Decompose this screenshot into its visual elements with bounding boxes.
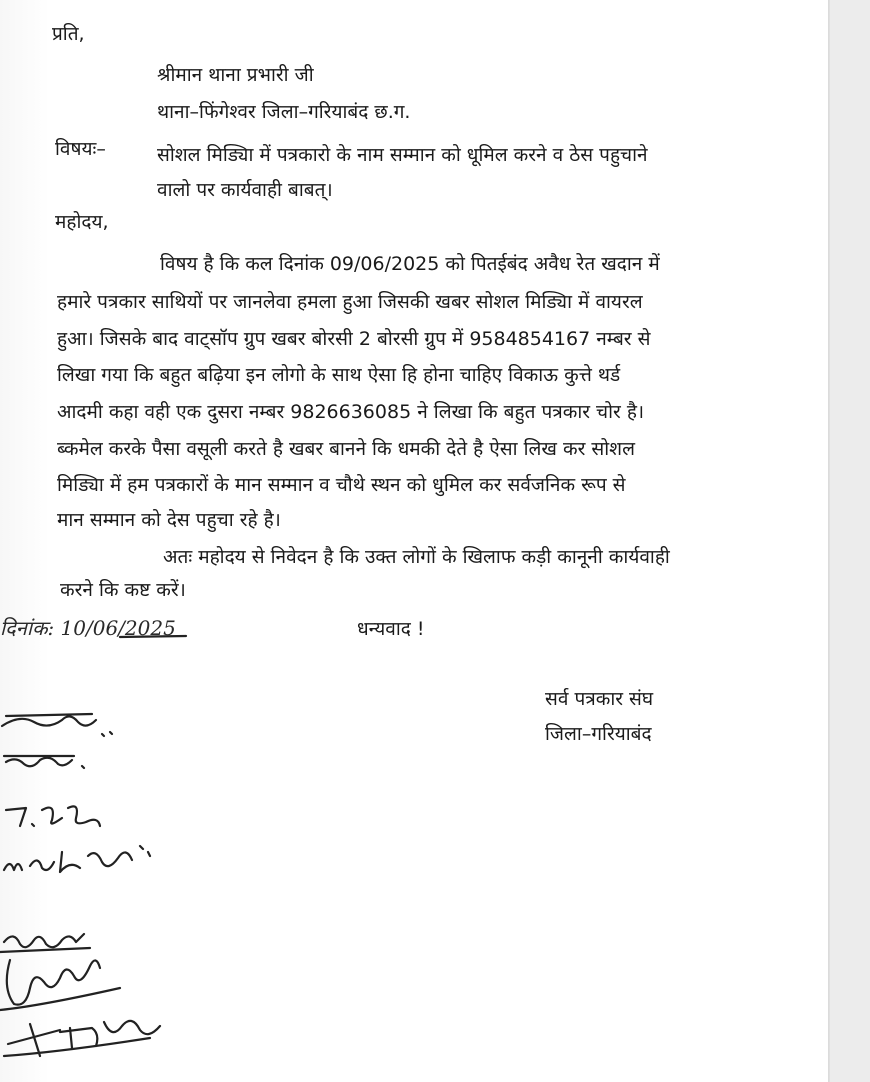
salutation-to: प्रति,	[52, 23, 85, 45]
subject-line-1: सोशल मिड्यिा में पत्रकारो के नाम सम्मान को धूमिल करने व ठेस पहुचाने	[157, 144, 648, 166]
body-line-4: लिखा गया कि बहुत बढ़िया इन लोगो के साथ ऐसा हि होना चाहिए विकाऊ कुत्ते थर्ड	[57, 364, 621, 386]
background-margin	[830, 0, 870, 1082]
body-line-7: मिड्यिा में हम पत्रकारों के मान सम्मान व चौथे स्थन को धुमिल कर सर्वजनिक रूप से	[57, 474, 626, 496]
subject-line-2: वालो पर कार्यवाही बाबत्।	[157, 179, 333, 201]
signature-2	[2, 748, 92, 778]
body-line-1: विषय है कि कल दिनांक 09/06/2025 को पितईबंद अवैध रेत खदान में	[160, 253, 660, 275]
signature-1	[0, 708, 120, 742]
subject-label: विषयः–	[55, 138, 106, 160]
body-line-6: ब्कमेल करके पैसा वसूली करते है खबर बानने कि धमकी देते है ऐसा लिख कर सोशल	[57, 438, 635, 460]
date-underline	[120, 634, 190, 640]
request-line-2: करने कि कष्ट करें।	[60, 579, 186, 601]
body-line-2: हमारे पत्रकार साथियों पर जानलेवा हमला हुआ जिसकी खबर सोशल मिड्यिा में वायरल	[57, 291, 643, 313]
sender-line-1: सर्व पत्रकार संघ	[545, 688, 654, 710]
body-line-3: हुआ। जिसके बाद वाट्सॉप ग्रुप खबर बोरसी 2 बोरसी ग्रुप में 9584854167 नम्बर से	[57, 328, 651, 350]
request-line-1: अतः महोदय से निवेदन है कि उक्त लोगों के खिलाफ कड़ी कानूनी कार्यवाही	[163, 546, 670, 568]
signature-7	[0, 1004, 170, 1064]
recipient-line-1: श्रीमान थाना प्रभारी जी	[157, 64, 314, 86]
handwritten-date: दिनांक: 10/06/2025	[0, 616, 176, 640]
thanks: धन्यवाद !	[357, 618, 425, 640]
sender-line-2: जिला–गरियाबंद	[545, 723, 652, 745]
body-line-5: आदमी कहा वही एक दुसरा नम्बर 9826636085 ने लिखा कि बहुत पत्रकार चोर है।	[57, 401, 645, 423]
greeting: महोदय,	[55, 211, 109, 233]
signature-4	[0, 836, 160, 884]
body-line-8: मान सम्मान को देस पहुचा रहे है।	[57, 509, 281, 531]
signature-3	[2, 796, 112, 836]
recipient-line-2: थाना–फिंगेश्वर जिला–गरियाबंद छ.ग.	[157, 101, 411, 123]
